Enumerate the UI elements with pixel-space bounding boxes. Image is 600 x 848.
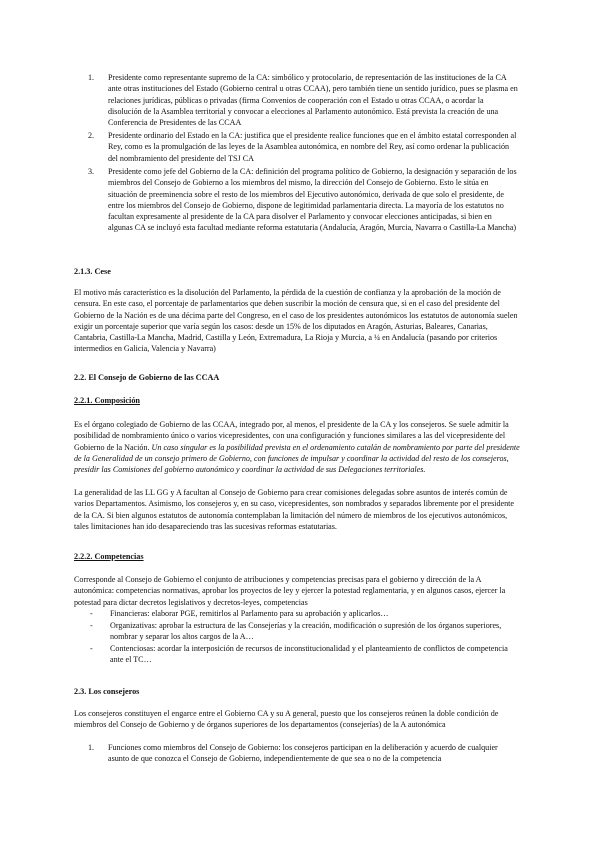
dash-bullet: - xyxy=(90,621,93,630)
dash-bullet: - xyxy=(90,644,93,653)
competencia-item-organizativas xyxy=(90,620,520,643)
president-powers-item-2 xyxy=(90,130,518,164)
list-text: Presidente ordinario del Estado en la CA: justifica que el presidente realice funciones que en el ámbito estatal corresponden al Rey, como es la promulgación de las leyes de la Asamblea autonómica, en nombre del Rey, así como ordenar la publicación del nombramiento del presidente del TSJ CA xyxy=(108,131,517,163)
list-text: Contenciosas: acordar la interposición de recursos de inconstitucionalidad y el planteamiento de conflictos de competencia ante el TC… xyxy=(110,644,508,665)
dash-bullet: - xyxy=(90,609,93,618)
composicion-text: Es el órgano colegiado de Gobierno de las CCAA, integrado por, al menos, el presidente de la CA y los consejeros. Se suele admitir la posibilidad de nombramiento único o varios vicepresidentes, con una configuración y funciones similares a las del vicepresidente del Gobierno de la Nación. xyxy=(74,420,509,452)
paragraph-composicion-2: La generalidad de las LL GG y A facultan al Consejo de Gobierno para crear comisiones delegadas sobre asuntos de interés común de varios Departamentos. Asimismo, los consejeros y, en su caso, vicepresidentes, son nombrados y separados libremente por el presidente de la CA. Si bien algunos estatutos de autonomía contemplaban la limitación del número de miembros de los ejecutivos autonómicos, tales limitaciones han ido desapareciendo tras las sucesivas reformas estatutarias. xyxy=(74,488,515,531)
paragraph-competencias: Corresponde al Consejo de Gobierno el conjunto de atribuciones y competencias precisas para el gobierno y dirección de la A autonómica: competencias normativas, aprobar los proyectos de ley y ejercer la potestad reglamentaria, y en algunos casos, ejercer la potestad para dictar decretos legislativos y decretos-leyes, competencias xyxy=(74,575,506,607)
paragraph-consejeros: Los consejeros constituyen el engarce entre el Gobierno CA y su A general, puesto que los consejeros reúnen la doble condición de miembros del Consejo de Gobierno y de órganos superiores de los departamentos (consejerías) de la A autonómica xyxy=(74,709,499,730)
section-heading-cese: 2.1.3. Cese xyxy=(74,267,111,276)
list-text: Funciones como miembros del Consejo de Gobierno: los consejeros participan en la deliberación y acuerdo de cualquier asunto de que conozca el Consejo de Gobierno, independientemente de que sea o no de la competencia xyxy=(108,743,498,764)
composicion-italic-text: Un caso singular es la posibilidad prevista en el ordenamiento catalán de nombramiento por parte del presidente de la Generalidad de un consejo primero de Gobierno, con funciones de impulsar y coordinar la actividad del resto de los consejeros, presidir las Comisiones del gobierno autonómico y coordinar la actividad de sus Delegaciones territoriales. xyxy=(74,442,520,475)
president-powers-item-1 xyxy=(90,72,518,128)
list-number: 3. xyxy=(88,167,95,176)
section-heading-consejo: 2.2. El Consejo de Gobierno de las CCAA xyxy=(74,373,220,382)
paragraph-cese: El motivo más característico es la disolución del Parlamento, la pérdida de la cuestión de confianza y la aprobación de la moción de censura. En este caso, el porcentaje de parlamentarios que deben suscribir la moción de censura que, si en el caso del presidente del Gobierno de la Nación es de una décima parte del Congreso, en el caso de los presidentes autonómicos los estatutos de autonomía suelen exigir un porcentaje superior que varía según los casos: desde un 15% de los diputados en Aragón, Asturias, Baleares, Canarias, Cantabria, Castilla-La Mancha, Madrid, Castilla y León, Extremadura, La Rioja y Murcia, a ¼ en Andalucía (pasando por criterios intermedios en Galicia, Valencia y Navarra) xyxy=(74,288,518,354)
subsection-heading-composicion: 2.2.1. Composición xyxy=(74,396,140,405)
paragraph-composicion xyxy=(74,419,520,475)
list-number: 1. xyxy=(88,73,95,82)
section-heading-consejeros: 2.3. Los consejeros xyxy=(74,687,140,696)
competencia-item-financieras xyxy=(90,608,520,619)
list-text: Presidente como representante supremo de la CA: simbólico y protocolario, de representación de las instituciones de la CA ante otras instituciones del Estado (Gobierno central u otras CCAA), pero también tiene un sentido jurídico, pues se plasma en relaciones jurídicas, públicas o privadas (firma Convenios de cooperación con el Estado u otras CCAA, o acordar la disolución de la Asamblea territorial y convocar a elecciones al Parlamento autonómico. Está prevista la creación de una Conferencia de Presidentes de las CCAA xyxy=(108,73,518,128)
list-number: 2. xyxy=(88,131,95,140)
competencia-item-contenciosas xyxy=(90,643,520,666)
list-text: Financieras: elaborar PGE, remitirlos al Parlamento para su aprobación y aplicarlos… xyxy=(110,609,389,618)
president-powers-item-3 xyxy=(90,166,518,234)
list-number: 1. xyxy=(88,743,95,752)
subsection-heading-competencias: 2.2.2. Competencias xyxy=(74,552,144,561)
consejeros-item-1 xyxy=(90,742,518,765)
list-text: Presidente como jefe del Gobierno de la CA: definición del programa político de Gobierno, la designación y separación de los miembros del Consejo de Gobierno a los miembros del mismo, la dirección del Consejo de Gobierno. Esto le sitúa en situación de preeminencia sobre el resto de los miembros del Ejecutivo autonómico, derivada de que solo el presidente, de entre los miembros del Consejo de Gobierno, dispone de legitimidad parlamentaria directa. La mayoría de los estatutos no facultan expresamente al presidente de la CA para disolver el Parlamento y convocar elecciones anticipadas, si bien en algunas CA se incluyó esta facultad mediante reforma estatutaria (Andalucía, Aragón, Murcia, Navarra o Castilla-La Mancha) xyxy=(108,167,517,233)
list-text: Organizativas: aprobar la estructura de las Consejerías y la creación, modificación o supresión de los órganos superiores, nombrar y separar los altos cargos de la A… xyxy=(110,621,502,642)
